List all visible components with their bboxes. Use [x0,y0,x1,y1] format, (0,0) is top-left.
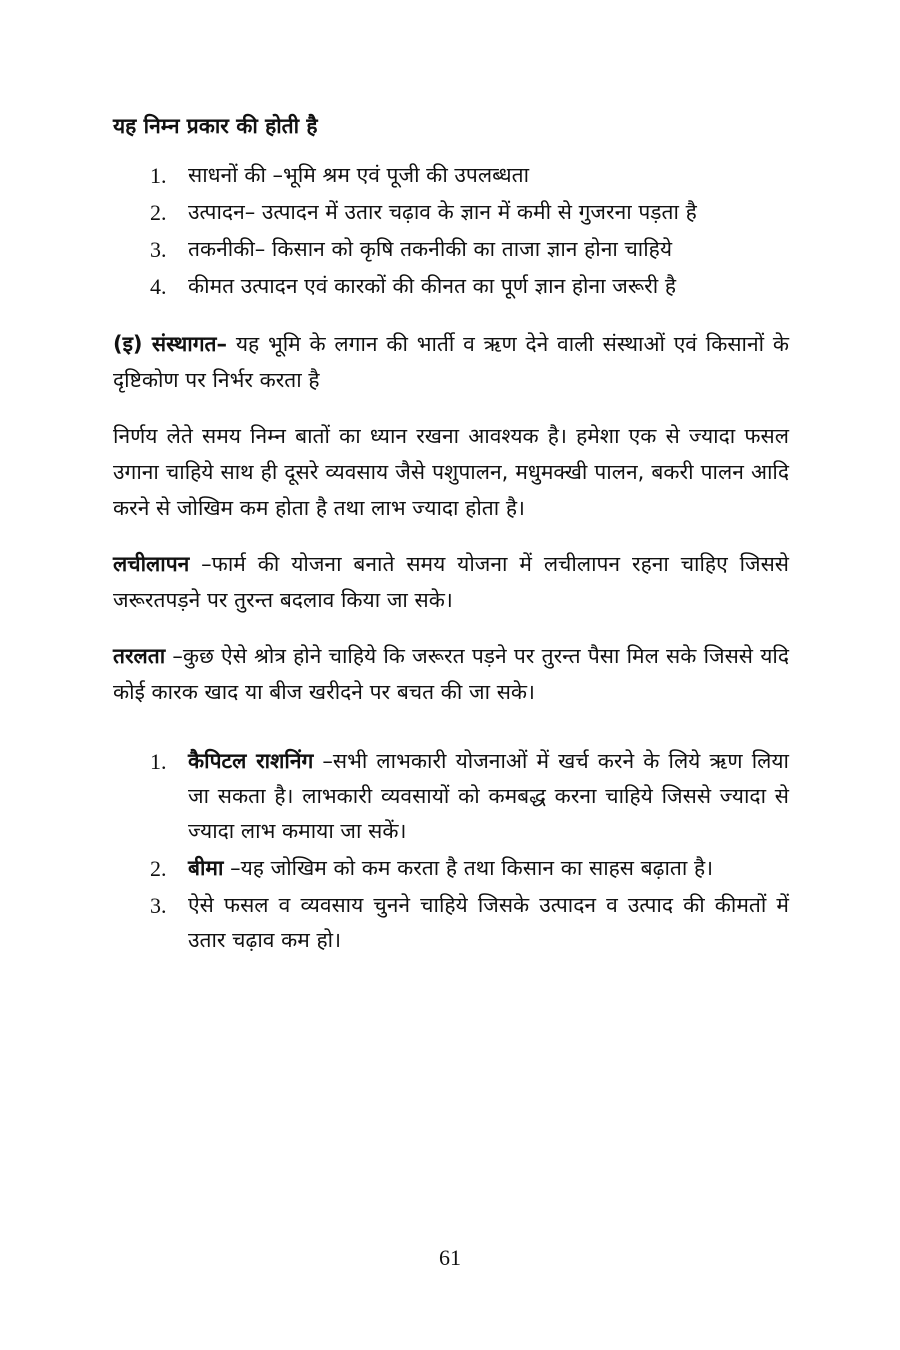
list-item [113,158,789,193]
list-factors [113,158,789,304]
paragraph-sansthagat [113,326,789,398]
paragraph-text: –फार्म की योजना बनाते समय योजना में लचीलापन रहना चाहिए जिससे जरूरतपड़ने पर तुरन्त बदलाव किया जा सके। [113,552,789,612]
list-item-text: साधनों की –भूमि श्रम एवं पूजी की उपलब्धता [188,163,530,187]
list-item-number: 2. [150,856,167,881]
list-item [113,269,789,304]
list-item [113,744,789,849]
list-item-text: कीमत उत्पादन एवं कारकों की कीनत का पूर्ण ज्ञान होना जरूरी है [188,274,677,298]
list-item-number: 2. [150,200,167,225]
list-item [113,195,789,230]
list-item [113,888,789,958]
list-item-number: 1. [150,163,167,188]
paragraph-nirnay: निर्णय लेते समय निम्न बातों का ध्यान रखना आवश्यक है। हमेशा एक से ज्यादा फसल उगाना चाहिये साथ ही दूसरे व्यवसाय जैसे पशुपालन, मधुमक्खी पालन, बकरी पालन आदि करने से जोखिम कम होता है तथा लाभ ज्यादा होता है। [113,424,789,520]
paragraph-term: लचीलापन [113,552,190,576]
paragraph-tarlata [113,638,789,710]
list-item-text: तकनीकी– किसान को कृषि तकनीकी का ताजा ज्ञान होना चाहिये [188,237,673,261]
paragraph-text: यह भूमि के लगान की भार्ती व ऋण देने वाली संस्थाओं एवं किसानों के दृष्टिकोण पर निर्भर करता है [113,332,789,392]
paragraph-term: तरलता [113,644,166,668]
section-heading: यह निम्न प्रकार की होती है [113,114,318,138]
list-item-number: 1. [150,749,167,774]
page-content [113,108,789,980]
list-item-term: कैपिटल राशनिंग [188,749,314,773]
list-item-text: –सभी लाभकारी योजनाओं में खर्च करने के लिये ऋण लिया जा सकता है। लाभकारी व्यवसायों को कमबद्ध करना चाहिये जिससे ज्यादा से ज्यादा लाभ कमाया जा सकें। [188,749,789,843]
page-number: 61 [439,1245,461,1270]
paragraph-text: –कुछ ऐसे श्रोत्र होने चाहिये कि जरूरत पड़ने पर तुरन्त पैसा मिल सके जिससे यदि कोई कारक खाद या बीज खरीदने पर बचत की जा सके। [113,644,789,704]
list-item [113,851,789,886]
list-item-number: 3. [150,237,167,262]
paragraph-term: (इ) संस्थागत– [113,332,228,356]
list-item-number: 3. [150,893,167,918]
list-measures [113,744,789,958]
list-item-term: बीमा [188,856,224,880]
list-item-number: 4. [150,274,167,299]
list-item-text: –यह जोखिम को कम करता है तथा किसान का साहस बढ़ाता है। [223,856,714,880]
list-item-text: ऐसे फसल व व्यवसाय चुनने चाहिये जिसके उत्पादन व उत्पाद की कीमतों में उतार चढ़ाव कम हो। [188,893,789,952]
list-item-text: उत्पादन– उत्पादन में उतार चढ़ाव के ज्ञान में कमी से गुजरना पड़ता है [188,200,697,224]
paragraph-lacheelapan [113,546,789,618]
list-item [113,232,789,267]
